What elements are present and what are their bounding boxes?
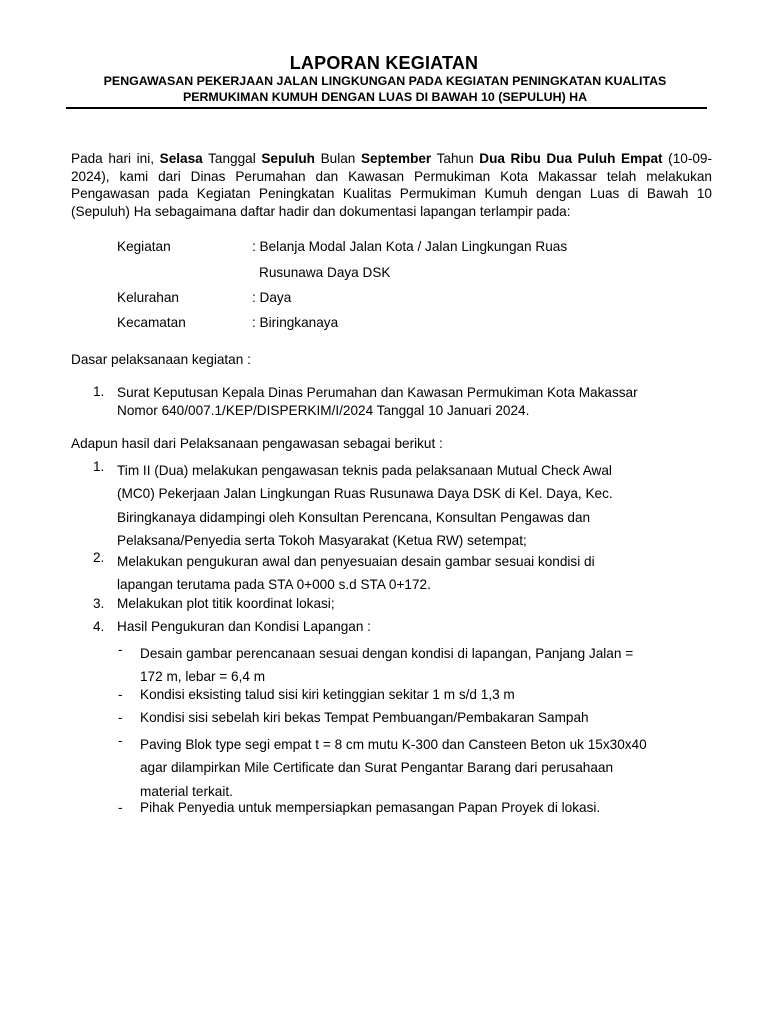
hasil-item: Hasil Pengukuran dan Kondisi Lapangan : — [117, 619, 371, 634]
dasar-item — [117, 384, 712, 419]
kelurahan-value: : Daya — [252, 290, 292, 305]
intro-text: Pada hari ini, — [71, 151, 160, 166]
kegiatan-value-line-1: : Belanja Modal Jalan Kota / Jalan Lingkungan Ruas — [252, 239, 568, 254]
sub-item: Kondisi sisi sebelah kiri bekas Tempat Pembuangan/Pembakaran Sampah — [140, 710, 589, 725]
kegiatan-value-line-2: Rusunawa Daya DSK — [259, 265, 391, 280]
bullet-dash: - — [118, 710, 123, 725]
kecamatan-label: Kecamatan — [117, 315, 186, 330]
kelurahan-label: Kelurahan — [117, 290, 179, 305]
hasil-item-line: Pelaksana/Penyedia serta Tokoh Masyarakat (Ketua RW) setempat; — [117, 532, 527, 548]
hasil-item-line: Melakukan pengukuran awal dan penyesuaian desain gambar sesuai kondisi di — [117, 554, 595, 569]
bullet-dash: - — [118, 687, 123, 702]
intro-day: Selasa — [159, 151, 203, 166]
hasil-item-number: 4. — [93, 619, 105, 634]
sub-item-line: 172 m, lebar = 6,4 m — [140, 669, 266, 685]
sub-item: Pihak Penyedia untuk mempersiapkan pemasangan Papan Proyek di lokasi. — [140, 800, 601, 815]
intro-text: (10-09-2024), kami dari Dinas Perumahan dan Kawasan Permukiman Kota Makassar telah melakukan Pengawasan pada Kegiatan Peningkatan Kualitas Permukiman Kumuh dengan Luas di Bawah 10 (Sepuluh) Ha sebagaimana daftar hadir dan dokumentasi lapangan terlampir pada: — [71, 151, 712, 219]
dasar-item-line: Surat Keputusan Kepala Dinas Perumahan dan Kawasan Permukiman Kota Makassar — [117, 385, 638, 400]
hasil-item: Melakukan plot titik koordinat lokasi; — [117, 596, 335, 611]
sub-item — [140, 642, 712, 689]
intro-month: September — [360, 151, 432, 166]
subtitle-line-2: PERMUKIMAN KUMUH DENGAN LUAS DI BAWAH 10 (SEPULUH) HA — [182, 89, 588, 104]
kegiatan-label: Kegiatan — [117, 239, 171, 254]
sub-item-line: Paving Blok type segi empat t = 8 cm mutu K-300 dan Cansteen Beton uk 15x30x40 — [140, 737, 647, 752]
hasil-item-number: 3. — [93, 596, 105, 611]
sub-item-line: agar dilampirkan Mile Certificate dan Surat Pengantar Barang dari perusahaan — [140, 760, 614, 776]
bullet-dash: - — [118, 733, 123, 748]
hasil-item — [117, 550, 712, 597]
kecamatan-value: : Biringkanaya — [252, 315, 339, 330]
hasil-item-line: (MC0) Pekerjaan Jalan Lingkungan Ruas Rusunawa Daya DSK di Kel. Daya, Kec. — [117, 486, 613, 502]
intro-text: Tahun — [431, 151, 480, 166]
subtitle-line-1: PENGAWASAN PEKERJAAN JALAN LINGKUNGAN PADA KEGIATAN PENINGKATAN KUALITAS — [103, 74, 667, 88]
hasil-item-number: 1. — [93, 459, 105, 474]
hasil-heading: Adapun hasil dari Pelaksanaan pengawasan sebagai berikut : — [71, 436, 443, 451]
hasil-item — [117, 459, 712, 552]
report-title: LAPORAN KEGIATAN — [289, 53, 479, 73]
bullet-dash: - — [118, 800, 123, 815]
dasar-item-number: 1. — [93, 384, 105, 399]
intro-paragraph — [71, 150, 712, 220]
sub-item-line: Desain gambar perencanaan sesuai dengan kondisi di lapangan, Panjang Jalan = — [140, 646, 634, 661]
sub-item: Kondisi eksisting talud sisi kiri ketinggian sekitar 1 m s/d 1,3 m — [140, 687, 515, 702]
report-subtitle — [62, 74, 708, 105]
sub-item-line: material terkait. — [140, 783, 233, 799]
intro-text: Bulan — [314, 151, 361, 166]
dasar-item-line: Nomor 640/007.1/KEP/DISPERKIM/I/2024 Tanggal 10 Januari 2024. — [117, 402, 530, 418]
hasil-item-number: 2. — [93, 550, 105, 565]
hasil-item-line: Tim II (Dua) melakukan pengawasan teknis pada pelaksanaan Mutual Check Awal — [117, 463, 612, 478]
hasil-item-line: Biringkanaya didampingi oleh Konsultan Perencana, Konsultan Pengawas dan — [117, 509, 591, 525]
bullet-dash: - — [118, 642, 123, 657]
title-divider — [66, 107, 707, 109]
dasar-heading: Dasar pelaksanaan kegiatan : — [71, 352, 251, 367]
sub-item — [140, 733, 712, 803]
intro-text: Tanggal — [202, 151, 262, 166]
hasil-item-line: lapangan terutama pada STA 0+000 s.d STA 0+172. — [117, 577, 431, 593]
intro-year: Dua Ribu Dua Puluh Empat — [479, 151, 663, 166]
intro-date: Sepuluh — [261, 151, 315, 166]
